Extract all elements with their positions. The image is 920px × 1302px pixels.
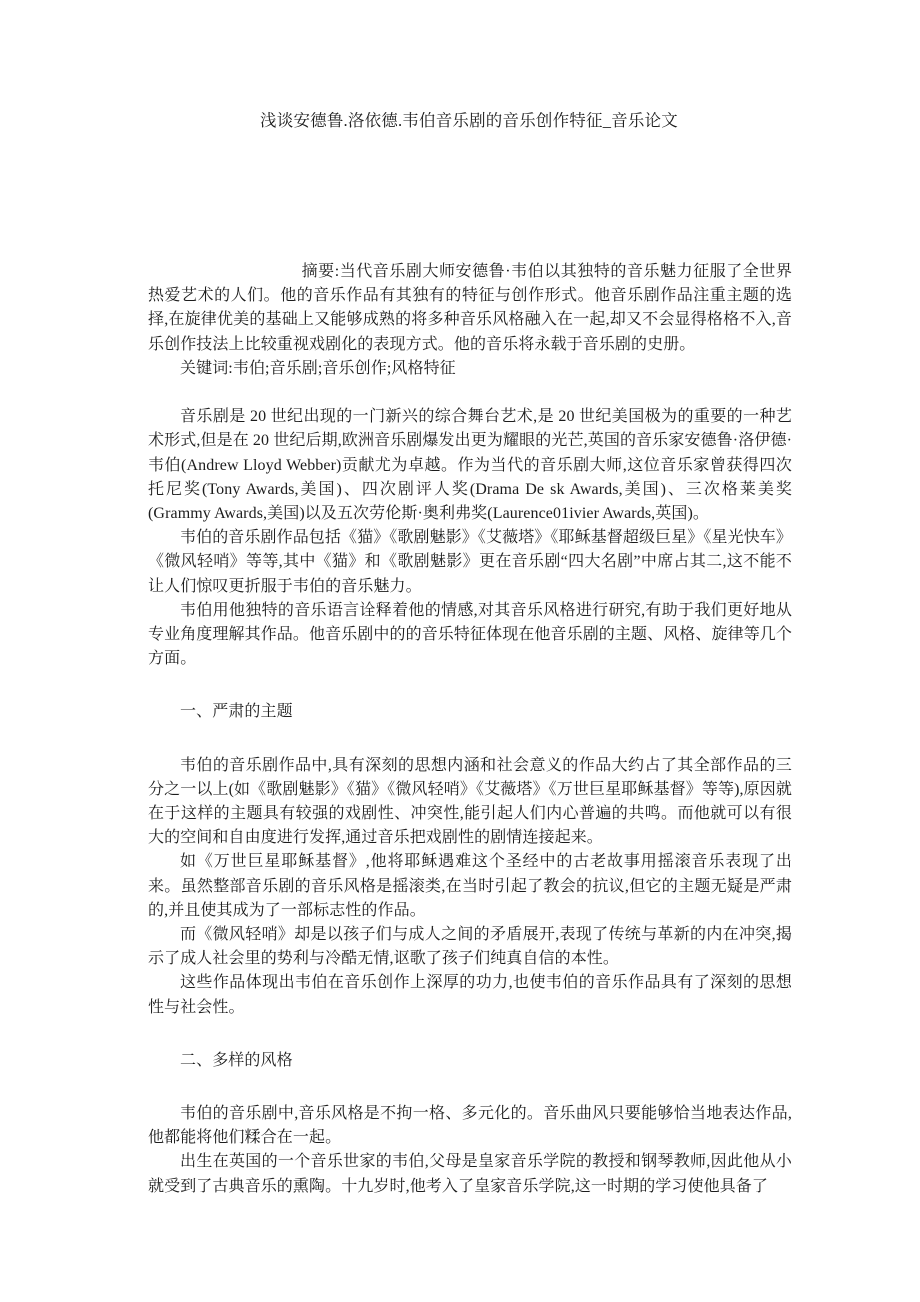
intro-paragraph-2: 韦伯的音乐剧作品包括《猫》《歌剧魅影》《艾薇塔》《耶稣基督超级巨星》《星光快车》《微风轻哨》等等,其中《猫》和《歌剧魅影》更在音乐剧“四大名剧”中席占其二,这不能不让人们惊叹更折服于韦伯的音乐魅力。 — [148, 529, 793, 595]
section-1-paragraph-3: 而《微风轻哨》却是以孩子们与成人之间的矛盾展开,表现了传统与革新的内在冲突,揭示了成人社会里的势利与冷酷无情,讴歌了孩子们纯真自信的本性。 — [148, 926, 792, 968]
spacer — [148, 381, 792, 405]
section-2-paragraph-2: 出生在英国的一个音乐世家的韦伯,父母是皇家音乐学院的教授和钢琴教师,因此他从小就受到了古典音乐的熏陶。十九岁时,他考入了皇家音乐学院,这一时期的学习使他具备了 — [148, 1153, 792, 1195]
spacer — [148, 725, 792, 754]
section-heading-1: 一、严肃的主题 — [180, 703, 293, 721]
section-heading-2: 二、多样的风格 — [180, 1051, 293, 1069]
page-title: 浅谈安德鲁.洛依德.韦伯音乐剧的音乐创作特征_音乐论文 — [260, 111, 678, 130]
spacer — [148, 671, 792, 700]
intro-paragraph-1: 音乐剧是 20 世纪出现的一门新兴的综合舞台艺术,是 20 世纪美国极为的重要的一种艺术形式,但是在 20 世纪后期,欧洲音乐剧爆发出更为耀眼的光芒,英国的音乐家安德鲁·洛伊德·韦伯(Andrew Lloyd Webber)贡献尤为卓越。作为当代的音乐剧大师,这位音乐家曾获得四次托尼奖(Tony Awards,美国)、四次剧评人奖(Drama De sk Awards,美国)、三次格莱美奖(Grammy Awards,美国)以及五次劳伦斯·奥利弗奖(Laurence01ivier Awards,英国)。 — [148, 408, 792, 523]
document-body — [148, 260, 792, 1199]
intro-paragraph-3: 韦伯用他独特的音乐语言诠释着他的情感,对其音乐风格进行研究,有助于我们更好地从专业角度理解其作品。他音乐剧中的的音乐特征体现在他音乐剧的主题、风格、旋律等几个方面。 — [148, 601, 793, 668]
spacer — [148, 1073, 792, 1102]
section-2-paragraph-1: 韦伯的音乐剧中,音乐风格是不拘一格、多元化的。音乐曲风只要能够恰当地表达作品,他都能将他们糅合在一起。 — [148, 1105, 792, 1147]
section-1-paragraph-4: 这些作品体现出韦伯在音乐创作上深厚的功力,也使韦伯的音乐作品具有了深刻的思想性与社会性。 — [148, 974, 792, 1016]
section-1-paragraph-2: 如《万世巨星耶稣基督》,他将耶稣遇难这个圣经中的古老故事用摇滚音乐表现了出来。虽然整部音乐剧的音乐风格是摇滚类,在当时引起了教会的抗议,但它的主题无疑是严肃的,并且使其成为了一部标志性的作品。 — [148, 853, 792, 919]
abstract-paragraph: 摘要:当代音乐剧大师安德鲁·韦伯以其独特的音乐魅力征服了全世界热爱艺术的人们。他的音乐作品有其独有的特征与创作形式。他音乐剧作品注重主题的选择,在旋律优美的基础上又能够成熟的将多种音乐风格融入在一起,却又不会显得格格不入,音乐创作技法上比较重视戏剧化的表现方式。他的音乐将永载于音乐剧的史册。 — [148, 263, 792, 353]
keywords-line: 关键词:韦伯;音乐剧;音乐创作;风格特征 — [180, 359, 456, 377]
spacer — [148, 1020, 792, 1049]
section-1-paragraph-1: 韦伯的音乐剧作品中,具有深刻的思想内涵和社会意义的作品大约占了其全部作品的三分之一以上(如《歌剧魅影》《猫》《微风轻哨》《艾薇塔》《万世巨星耶稣基督》等等),原因就在于这样的主题具有较强的戏剧性、冲突性,能引起人们内心普遍的共鸣。而他就可以有很大的空间和自由度进行发挥,通过音乐把戏剧性的剧情连接起来。 — [148, 756, 792, 847]
